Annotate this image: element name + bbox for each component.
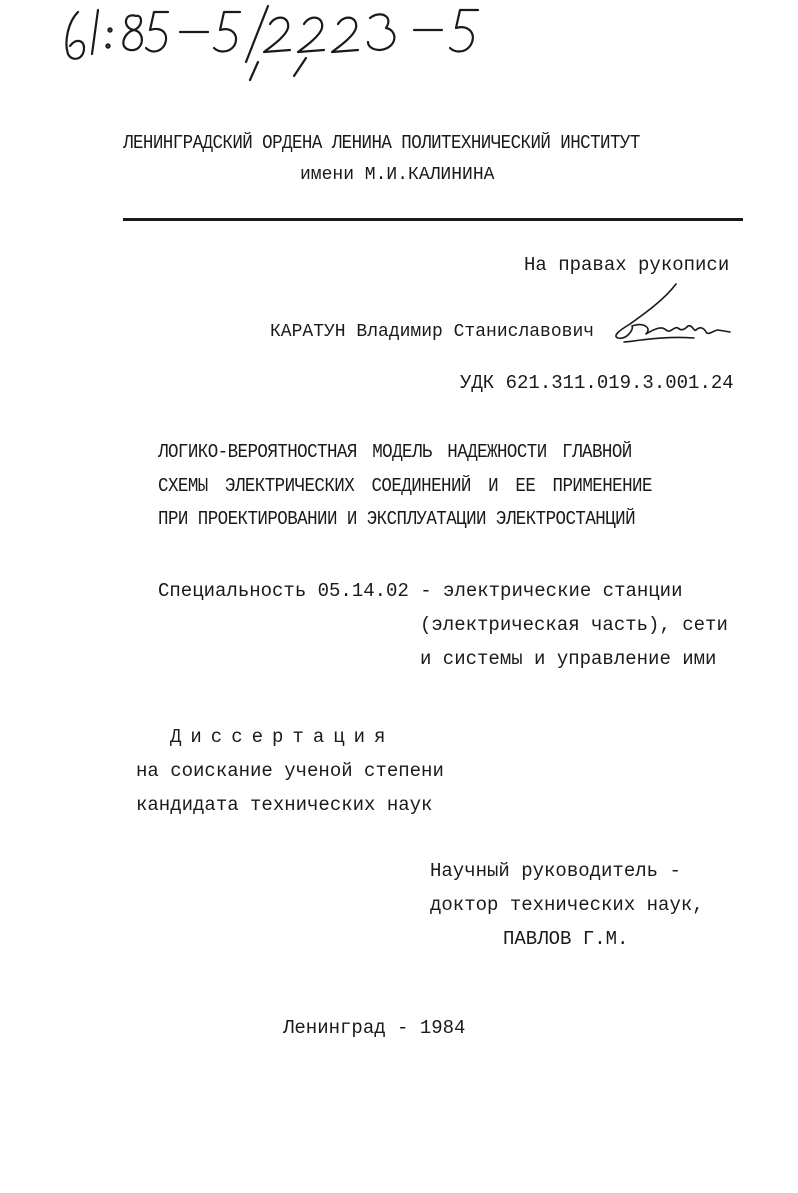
- specialty-line-2: (электрическая часть), сети: [420, 614, 728, 636]
- dissertation-line-2: на соискание ученой степени: [136, 760, 444, 782]
- title-line-3: ПРИ ПРОЕКТИРОВАНИИ И ЭКСПЛУАТАЦИИ ЭЛЕКТРОСТАНЦИЙ: [158, 508, 636, 530]
- specialty-line-3: и системы и управление ими: [420, 648, 717, 670]
- dissertation-heading: Диссертация: [170, 726, 395, 748]
- supervisor-name: ПАВЛОВ Г.М.: [503, 928, 629, 950]
- title-line-1: ЛОГИКО-ВЕРОЯТНОСТНАЯ МОДЕЛЬ НАДЕЖНОСТИ ГЛАВНОЙ: [158, 441, 632, 463]
- dissertation-line-3: кандидата технических наук: [136, 794, 433, 816]
- specialty-line-1: Специальность 05.14.02 - электрические станции: [158, 580, 683, 602]
- institute-name: ЛЕНИНГРАДСКИЙ ОРДЕНА ЛЕНИНА ПОЛИТЕХНИЧЕСКИЙ ИНСТИТУТ: [123, 132, 640, 154]
- udk-code: УДК 621.311.019.3.001.24: [460, 372, 734, 394]
- author-name: КАРАТУН Владимир Станиславович: [270, 322, 595, 342]
- horizontal-rule: [123, 218, 743, 221]
- handwritten-archive-mark: [58, 2, 538, 87]
- title-line-2: СХЕМЫ ЭЛЕКТРИЧЕСКИХ СОЕДИНЕНИЙ И ЕЕ ПРИМЕНЕНИЕ: [158, 475, 652, 497]
- place-year: Ленинград - 1984: [283, 1017, 466, 1039]
- author-signature: [604, 280, 734, 360]
- institute-name-line2: имени М.И.КАЛИНИНА: [300, 165, 495, 185]
- supervisor-line-1: Научный руководитель -: [430, 860, 681, 882]
- manuscript-rights: На правах рукописи: [524, 254, 730, 276]
- supervisor-line-2: доктор технических наук,: [430, 894, 704, 916]
